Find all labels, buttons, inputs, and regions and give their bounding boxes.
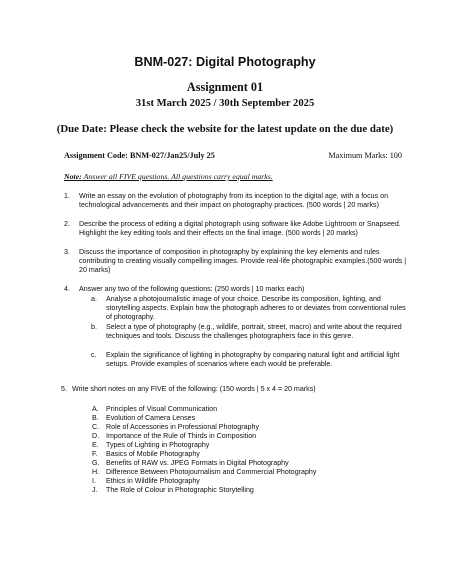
question-5 — [61, 385, 421, 394]
topic-label: F. — [92, 450, 98, 458]
topic-text: Importance of the Rule of Thirds in Composition — [106, 432, 257, 440]
topic-text: The Role of Colour in Photographic Storytelling — [106, 486, 254, 494]
topic-text: Role of Accessories in Professional Photography — [106, 423, 259, 431]
option-label: a. — [91, 295, 97, 303]
note-text: Answer all FIVE questions. All questions carry equal marks. — [81, 172, 273, 181]
option-label: c. — [91, 351, 97, 359]
q5-topic-f — [92, 450, 392, 459]
option-text: Select a type of photography (e.g., wildlife, portrait, street, macro) and write about the required techniques and tools. Discuss the challenges photographers face in this genre. — [106, 323, 402, 341]
q4-option-a — [91, 295, 407, 323]
topic-text: Basics of Mobile Photography — [106, 450, 200, 458]
q5-topic-g — [92, 459, 392, 468]
q4-option-c — [91, 351, 407, 369]
topic-text: Benefits of RAW vs. JPEG Formats in Digital Photography — [106, 459, 289, 467]
q5-topic-d — [92, 432, 392, 441]
question-text: Answer any two of the following questions: (250 words | 10 marks each) — [79, 285, 305, 293]
instructions-note — [64, 172, 273, 181]
assignment-code: Assignment Code: BNM-027/Jan25/July 25 — [64, 151, 215, 160]
question-4 — [64, 285, 408, 294]
q5-topic-j — [92, 486, 392, 495]
question-number: 3. — [64, 248, 70, 256]
course-title: BNM-027: Digital Photography — [134, 55, 316, 69]
q5-topic-e — [92, 441, 392, 450]
q5-topic-a — [92, 405, 392, 414]
q5-topic-h — [92, 468, 392, 477]
note-label: Note: — [64, 172, 82, 181]
topic-label: I. — [92, 477, 96, 485]
topic-label: G. — [92, 459, 100, 467]
option-label: b. — [91, 323, 97, 331]
q5-topic-b — [92, 414, 392, 423]
topic-label: E. — [92, 441, 99, 449]
topic-label: C. — [92, 423, 100, 431]
topic-label: B. — [92, 414, 99, 422]
topic-label: D. — [92, 432, 100, 440]
question-1 — [64, 192, 408, 210]
question-number: 2. — [64, 220, 70, 228]
topic-text: Principles of Visual Communication — [106, 405, 218, 413]
option-text: Analyse a photojournalistic image of your choice. Describe its composition, lighting, and storytelling aspects. Explain how the photograph adheres to or deviates from conventional rules of photography. — [106, 295, 406, 322]
q5-topic-c — [92, 423, 392, 432]
topic-text: Evolution of Camera Lenses — [106, 414, 196, 422]
topic-label: J. — [92, 486, 98, 494]
q5-topic-i — [92, 477, 392, 486]
option-text: Explain the significance of lighting in photography by comparing natural light and artificial light setups. Provide examples of scenarios where each would be preferable. — [106, 351, 400, 369]
maximum-marks: Maximum Marks: 100 — [328, 151, 402, 160]
topic-label: A. — [92, 405, 99, 413]
topic-label: H. — [92, 468, 100, 476]
assignment-heading: Assignment 01 — [186, 80, 264, 94]
topic-text: Difference Between Photojournalism and Commercial Photography — [106, 468, 317, 476]
question-number: 5. — [61, 385, 67, 393]
question-number: 4. — [64, 285, 70, 293]
question-2 — [64, 220, 408, 238]
question-number: 1. — [64, 192, 70, 200]
topic-text: Types of Lighting in Photography — [106, 441, 210, 449]
session-dates: 31st March 2025 / 30th September 2025 — [135, 98, 315, 109]
q4-option-b — [91, 323, 407, 341]
due-date-notice: (Due Date: Please check the website for the latest update on the due date) — [56, 123, 394, 135]
question-3 — [64, 248, 408, 276]
question-text: Describe the process of editing a digital photograph using software like Adobe Lightroom or Snapseed. Highlight the key editing tools and their effects on the final image. (500 words | 20 marks) — [79, 220, 401, 238]
question-text: Write an essay on the evolution of photography from its inception to the digital age, with a focus on technological advancements and their impact on photography practices. (500 words | 20 marks) — [79, 192, 389, 210]
assignment-meta-row — [64, 151, 402, 163]
question-text: Discuss the importance of composition in photography by explaining the key elements and rules contributing to creating visually compelling images. Provide real-life photographic examples.(500 words | 20 marks) — [79, 248, 407, 275]
question-text: Write short notes on any FIVE of the following: (150 words | 5 x 4 = 20 marks) — [72, 385, 316, 393]
topic-text: Ethics in Wildlife Photography — [106, 477, 200, 485]
